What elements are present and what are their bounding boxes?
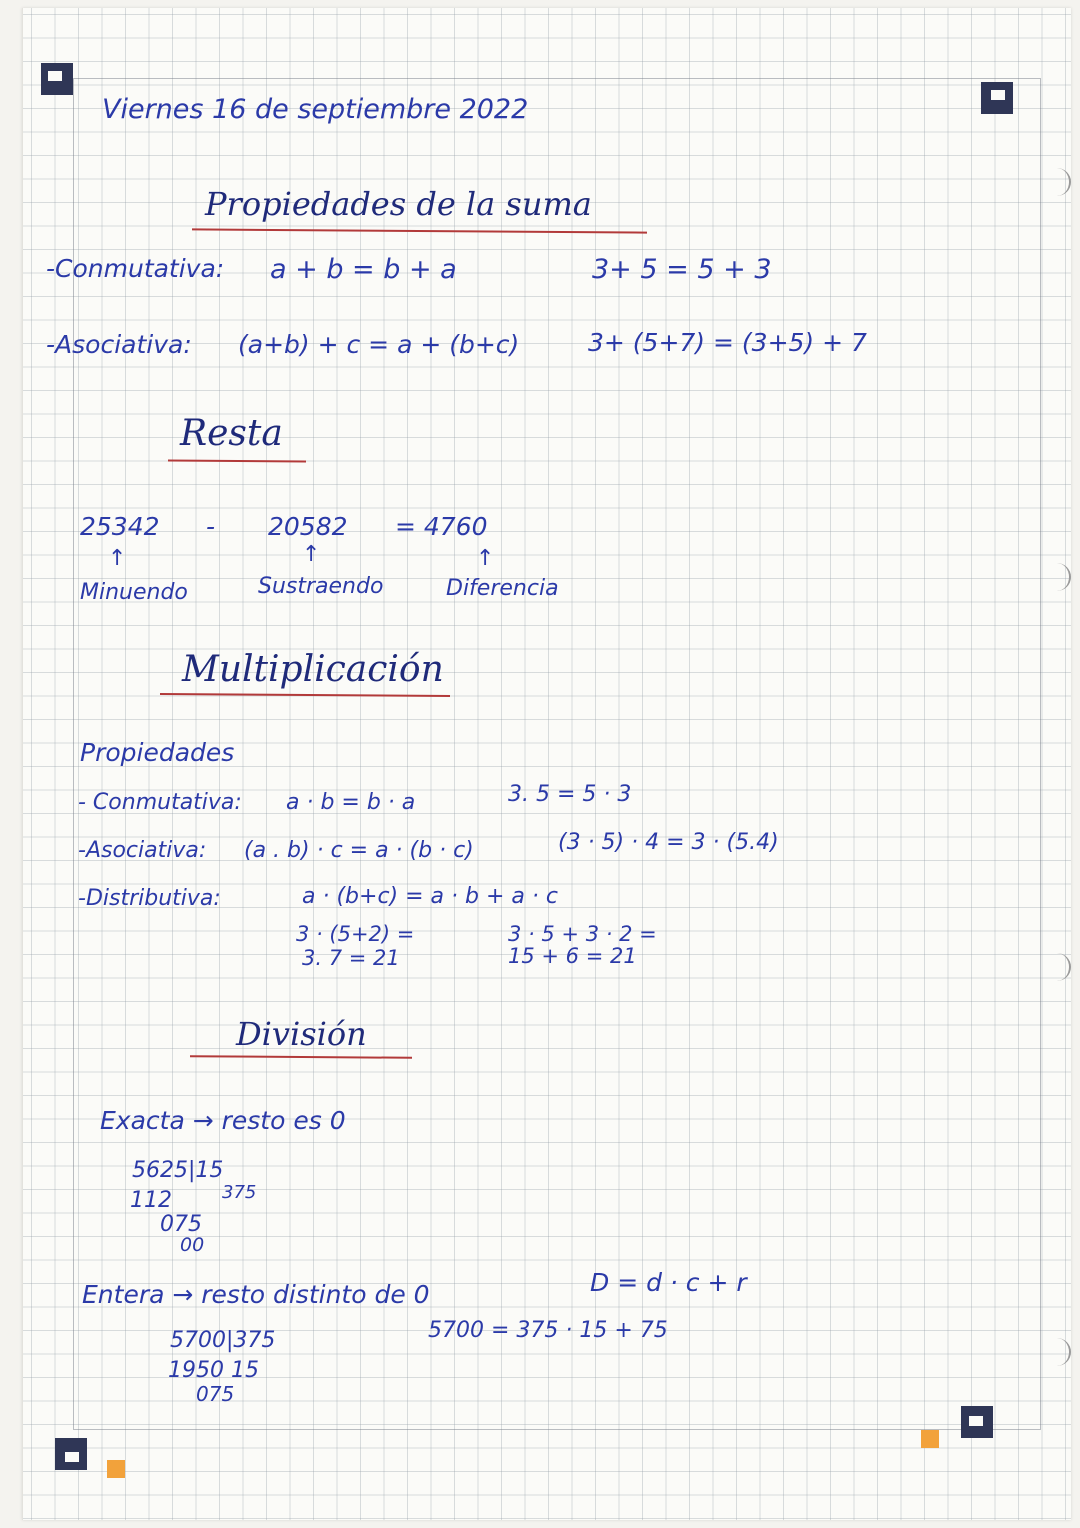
- division-entera-text: Entera → resto distinto de 0: [82, 1280, 430, 1309]
- entera-step-2: 075: [196, 1382, 235, 1406]
- arrow-up-icon: ↑: [476, 546, 495, 571]
- binder-hole: [1051, 953, 1071, 981]
- resta-minuendo-value: 25342: [80, 512, 160, 541]
- section-title-suma: Propiedades de la suma: [205, 185, 592, 223]
- corner-mark-top-left-icon: [41, 63, 73, 95]
- orange-marker: [107, 1460, 125, 1478]
- mult-distributiva-left-1: 3 · (5+2) =: [296, 922, 415, 946]
- suma-conmutativa-example: 3+ 5 = 5 + 3: [592, 254, 772, 285]
- corner-mark-bottom-right-icon: [961, 1406, 993, 1438]
- suma-conmutativa-label: -Conmutativa:: [46, 254, 225, 283]
- exacta-quotient: 375: [222, 1182, 257, 1203]
- binder-hole: [1051, 563, 1071, 591]
- arrow-up-icon: ↑: [302, 542, 321, 567]
- resta-sustraendo-label: Sustraendo: [258, 574, 384, 599]
- mult-distributiva-label: -Distributiva:: [78, 886, 221, 911]
- mult-asociativa-label: -Asociativa:: [78, 838, 207, 863]
- suma-asociativa-example: 3+ (5+7) = (3+5) + 7: [588, 328, 867, 357]
- binder-hole: [1051, 168, 1071, 196]
- multiplicacion-propiedades: Propiedades: [80, 738, 235, 767]
- section-title-resta: Resta: [180, 413, 283, 454]
- date-line: Viernes 16 de septiembre 2022: [102, 94, 529, 125]
- mult-asociativa-example: (3 · 5) · 4 = 3 · (5.4): [558, 830, 779, 855]
- corner-mark-bottom-left-icon: [55, 1438, 87, 1470]
- arrow-up-icon: ↑: [108, 546, 127, 571]
- mult-distributiva-formula: a · (b+c) = a · b + a · c: [302, 884, 558, 909]
- suma-asociativa-formula: (a+b) + c = a + (b+c): [238, 330, 520, 359]
- mult-distributiva-right-1: 3 · 5 + 3 · 2 =: [508, 922, 657, 946]
- resta-diferencia-label: Diferencia: [446, 576, 559, 601]
- resta-minuendo-label: Minuendo: [80, 580, 188, 605]
- mult-conmutativa-example: 3. 5 = 5 · 3: [508, 782, 632, 807]
- suma-asociativa-label: -Asociativa:: [46, 330, 192, 359]
- section-title-division: División: [236, 1015, 367, 1053]
- exacta-step-1: 112: [130, 1188, 172, 1213]
- division-exacta-text: Exacta → resto es 0: [100, 1106, 346, 1135]
- mult-conmutativa-label: - Conmutativa:: [78, 790, 242, 815]
- exacta-step-3: 00: [180, 1234, 205, 1256]
- mult-asociativa-formula: (a . b) · c = a · (b · c): [244, 838, 474, 863]
- resta-minus-sign: -: [206, 512, 216, 541]
- exacta-division-top: 5625|15: [132, 1158, 224, 1183]
- entera-step-1: 1950 15: [168, 1358, 259, 1383]
- resta-result: = 4760: [395, 512, 488, 541]
- entera-check: 5700 = 375 · 15 + 75: [428, 1318, 668, 1343]
- corner-mark-top-right-icon: [981, 82, 1013, 114]
- resta-sustraendo-value: 20582: [268, 512, 348, 541]
- mult-conmutativa-formula: a · b = b · a: [286, 790, 416, 815]
- exacta-step-2: 075: [160, 1212, 202, 1237]
- mult-distributiva-right-2: 15 + 6 = 21: [508, 944, 637, 968]
- section-title-multiplicacion: Multiplicación: [182, 649, 444, 690]
- binder-hole: [1051, 1338, 1071, 1366]
- suma-conmutativa-formula: a + b = b + a: [270, 254, 457, 285]
- orange-marker: [921, 1430, 939, 1448]
- mult-distributiva-left-2: 3. 7 = 21: [302, 946, 400, 970]
- division-entera-formula: D = d · c + r: [590, 1268, 747, 1297]
- entera-division-top: 5700|375: [170, 1328, 276, 1353]
